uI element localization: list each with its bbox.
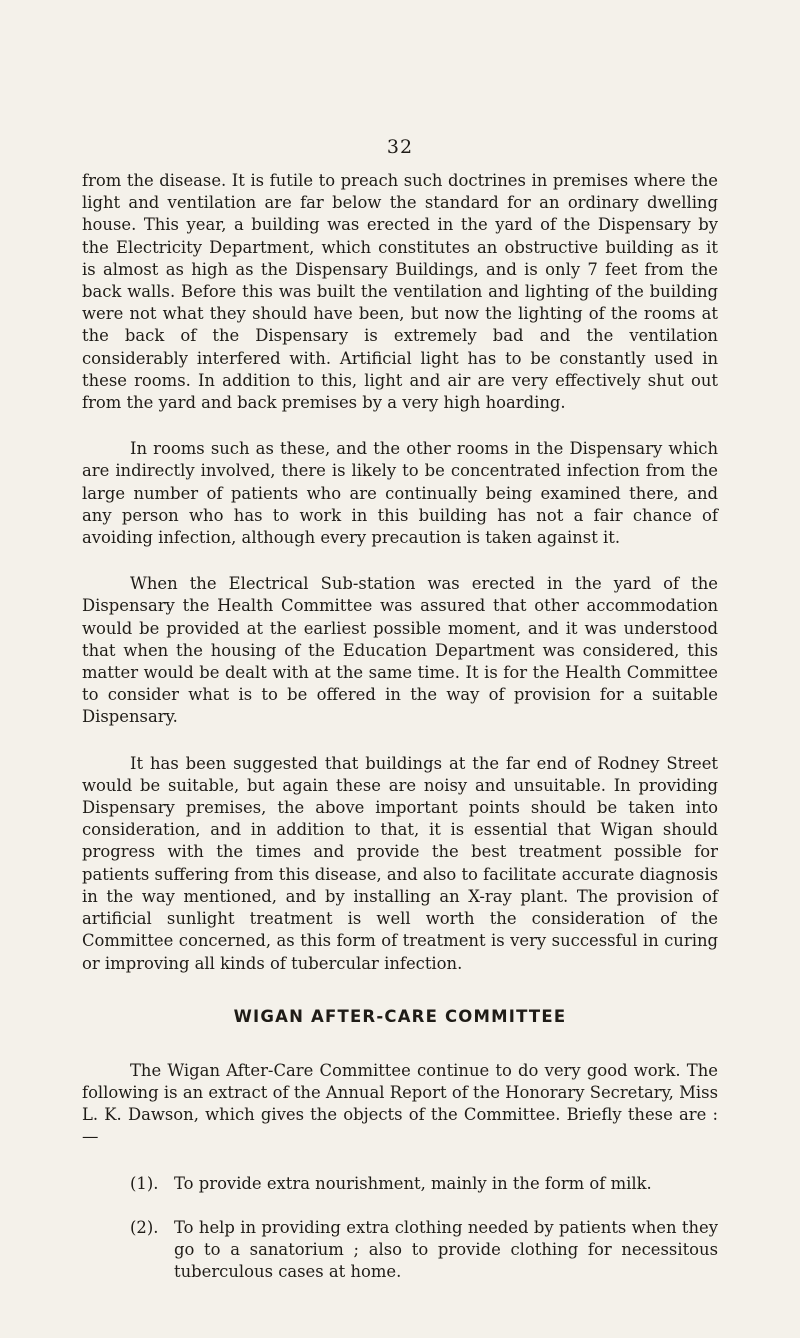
list-item-number: (2). — [130, 1217, 159, 1237]
list-item-text: To help in providing extra clothing needed by patients when they go to a sanatorium ; also to provide clothing for necessitous tuberculous cases at home. — [174, 1217, 718, 1282]
paragraph: In rooms such as these, and the other rooms in the Dispensary which are indirectly involved, there is likely to be concentrated infection from the large number of patients who are continually being examined there, and any person who has to work in this building has not a fair chance of avoiding infection, although every precaution is taken against it. — [82, 439, 718, 548]
list-item-number: (1). — [130, 1173, 159, 1193]
paragraph-continuation: from the disease. It is futile to preach such doctrines in premises where the light and ventilation are far below the standard for an ordinary dwelling house. This year, a building was erected in the yard of the Dispensary by the Electricity Department, which constitutes an obstructive building as it is almost as high as the Dispensary Buildings, and is only 7 feet from the back walls. Before this was built the ventilation and lighting of the building were not what they should have been, but now the lighting of the rooms at the back of the Dispensary is extremely bad and the ventilation considerably interfered with. Artificial light has to be constantly used in these rooms. In addition to this, light and air are very effectively shut out from the yard and back premises by a very high hoarding. — [82, 171, 718, 413]
list-item — [82, 1217, 718, 1284]
page-content — [82, 170, 718, 1305]
page-number: 32 — [386, 136, 414, 158]
section-heading: WIGAN AFTER-CARE COMMITTEE — [233, 1006, 567, 1026]
paragraph: When the Electrical Sub-station was erected in the yard of the Dispensary the Health Committee was assured that other accommodation would be provided at the earliest possible moment, and it was understood that when the housing of the Education Department was considered, this matter would be dealt with at the same time. It is for the Health Committee to consider what is to be offered in the way of provision for a suitable Dispensary. — [82, 574, 718, 727]
list-item — [82, 1173, 718, 1195]
list-item-text: To provide extra nourishment, mainly in the form of milk. — [174, 1173, 652, 1193]
paragraph: It has been suggested that buildings at the far end of Rodney Street would be suitable, but again these are noisy and unsuitable. In providing Dispensary premises, the above important points should be taken into consideration, and in addition to that, it is essential that Wigan should progress with the times and provide the best treatment possible for patients suffering from this disease, and also to facilitate accurate diagnosis in the way mentioned, and by installing an X-ray plant. The provision of artificial sunlight treatment is well worth the consideration of the Committee concerned, as this form of treatment is very successful in curing or improving all kinds of tubercular infection. — [82, 753, 718, 973]
section-intro-paragraph: The Wigan After-Care Committee continue to do very good work. The following is an extract of the Annual Report of the Honorary Secretary, Miss L. K. Dawson, which gives the objects of the Committee. Briefly these are :— — [82, 1060, 718, 1147]
